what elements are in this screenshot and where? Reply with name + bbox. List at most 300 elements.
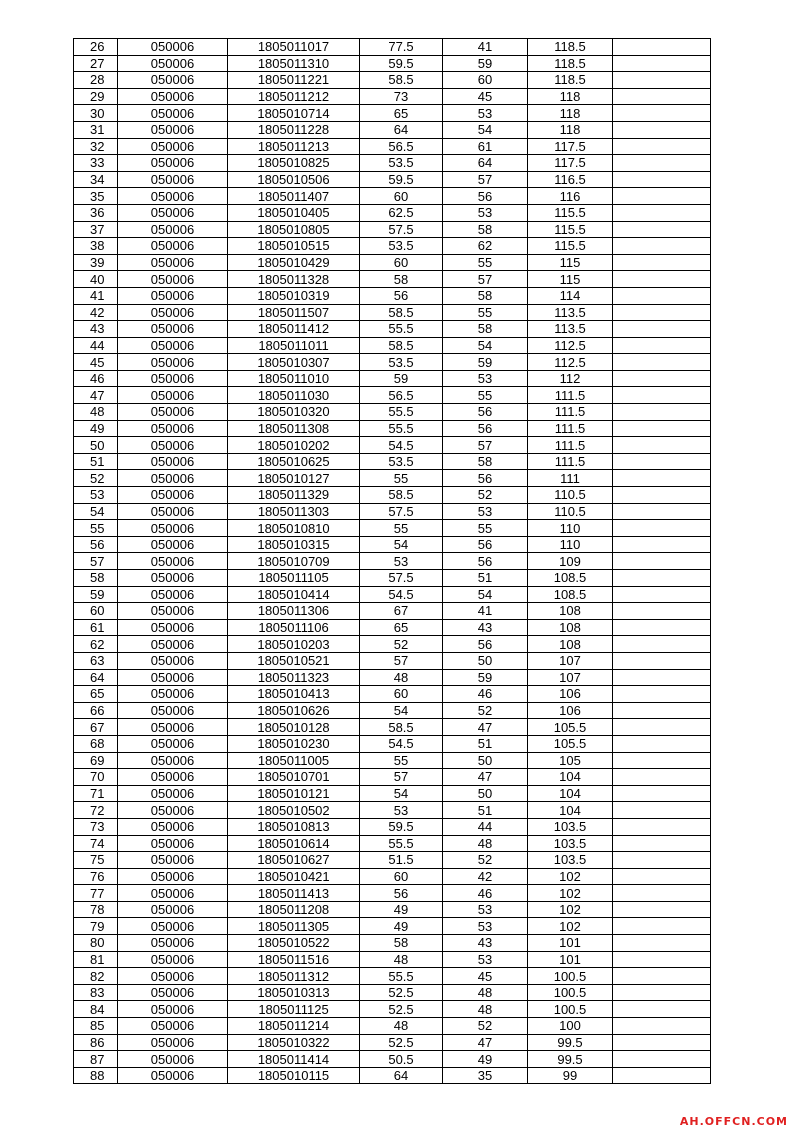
exam-id-cell: 1805010515 [228, 238, 360, 255]
total-score-cell: 113.5 [528, 304, 613, 321]
position-code-cell: 050006 [118, 1034, 228, 1051]
row-number-cell: 53 [74, 487, 118, 504]
remark-cell [613, 437, 711, 454]
position-code-cell: 050006 [118, 536, 228, 553]
score-b-cell: 48 [443, 835, 528, 852]
row-number-cell: 55 [74, 520, 118, 537]
exam-id-cell: 1805011011 [228, 337, 360, 354]
exam-id-cell: 1805010429 [228, 254, 360, 271]
position-code-cell: 050006 [118, 387, 228, 404]
table-row [74, 901, 711, 918]
remark-cell [613, 570, 711, 587]
remark-cell [613, 155, 711, 172]
score-b-cell: 41 [443, 603, 528, 620]
position-code-cell: 050006 [118, 935, 228, 952]
table-row [74, 735, 711, 752]
row-number-cell: 51 [74, 453, 118, 470]
table-row [74, 835, 711, 852]
exam-id-cell: 1805010128 [228, 719, 360, 736]
row-number-cell: 38 [74, 238, 118, 255]
exam-id-cell: 1805011414 [228, 1051, 360, 1068]
row-number-cell: 36 [74, 204, 118, 221]
score-b-cell: 56 [443, 420, 528, 437]
total-score-cell: 117.5 [528, 138, 613, 155]
table-row [74, 1034, 711, 1051]
score-b-cell: 60 [443, 72, 528, 89]
score-a-cell: 57 [360, 769, 443, 786]
score-table [73, 38, 711, 1084]
table-row [74, 88, 711, 105]
remark-cell [613, 636, 711, 653]
remark-cell [613, 652, 711, 669]
row-number-cell: 42 [74, 304, 118, 321]
table-row [74, 1018, 711, 1035]
table-row [74, 918, 711, 935]
total-score-cell: 117.5 [528, 155, 613, 172]
exam-id-cell: 1805010405 [228, 204, 360, 221]
remark-cell [613, 901, 711, 918]
score-a-cell: 55 [360, 752, 443, 769]
row-number-cell: 27 [74, 55, 118, 72]
score-a-cell: 54 [360, 702, 443, 719]
exam-id-cell: 1805011212 [228, 88, 360, 105]
exam-id-cell: 1805011329 [228, 487, 360, 504]
position-code-cell: 050006 [118, 868, 228, 885]
score-a-cell: 56 [360, 287, 443, 304]
table-row [74, 188, 711, 205]
exam-id-cell: 1805011323 [228, 669, 360, 686]
row-number-cell: 44 [74, 337, 118, 354]
total-score-cell: 107 [528, 669, 613, 686]
table-row [74, 586, 711, 603]
score-b-cell: 61 [443, 138, 528, 155]
score-a-cell: 51.5 [360, 852, 443, 869]
remark-cell [613, 470, 711, 487]
exam-id-cell: 1805010825 [228, 155, 360, 172]
remark-cell [613, 968, 711, 985]
score-a-cell: 56.5 [360, 387, 443, 404]
position-code-cell: 050006 [118, 968, 228, 985]
score-b-cell: 45 [443, 88, 528, 105]
table-row [74, 785, 711, 802]
table-row [74, 304, 711, 321]
row-number-cell: 40 [74, 271, 118, 288]
row-number-cell: 66 [74, 702, 118, 719]
total-score-cell: 102 [528, 901, 613, 918]
row-number-cell: 61 [74, 619, 118, 636]
table-row [74, 204, 711, 221]
score-b-cell: 58 [443, 287, 528, 304]
position-code-cell: 050006 [118, 370, 228, 387]
remark-cell [613, 1034, 711, 1051]
table-row [74, 818, 711, 835]
table-row [74, 951, 711, 968]
score-a-cell: 48 [360, 669, 443, 686]
score-a-cell: 59.5 [360, 55, 443, 72]
score-a-cell: 58.5 [360, 304, 443, 321]
table-row [74, 354, 711, 371]
position-code-cell: 050006 [118, 470, 228, 487]
position-code-cell: 050006 [118, 586, 228, 603]
score-a-cell: 48 [360, 1018, 443, 1035]
score-a-cell: 54.5 [360, 735, 443, 752]
position-code-cell: 050006 [118, 603, 228, 620]
exam-id-cell: 1805010307 [228, 354, 360, 371]
exam-id-cell: 1805010506 [228, 171, 360, 188]
table-row [74, 652, 711, 669]
score-b-cell: 56 [443, 553, 528, 570]
position-code-cell: 050006 [118, 885, 228, 902]
table-row [74, 287, 711, 304]
score-a-cell: 62.5 [360, 204, 443, 221]
table-row [74, 370, 711, 387]
remark-cell [613, 88, 711, 105]
position-code-cell: 050006 [118, 1067, 228, 1084]
exam-id-cell: 1805011312 [228, 968, 360, 985]
remark-cell [613, 719, 711, 736]
remark-cell [613, 619, 711, 636]
total-score-cell: 105.5 [528, 735, 613, 752]
table-row [74, 852, 711, 869]
remark-cell [613, 769, 711, 786]
score-a-cell: 55.5 [360, 968, 443, 985]
exam-id-cell: 1805011213 [228, 138, 360, 155]
remark-cell [613, 354, 711, 371]
total-score-cell: 112.5 [528, 354, 613, 371]
score-a-cell: 57.5 [360, 503, 443, 520]
score-a-cell: 55.5 [360, 321, 443, 338]
remark-cell [613, 536, 711, 553]
total-score-cell: 109 [528, 553, 613, 570]
remark-cell [613, 271, 711, 288]
score-b-cell: 47 [443, 769, 528, 786]
total-score-cell: 104 [528, 769, 613, 786]
table-row [74, 752, 711, 769]
score-b-cell: 51 [443, 570, 528, 587]
score-b-cell: 42 [443, 868, 528, 885]
remark-cell [613, 785, 711, 802]
table-row [74, 503, 711, 520]
remark-cell [613, 420, 711, 437]
position-code-cell: 050006 [118, 553, 228, 570]
table-row [74, 935, 711, 952]
exam-id-cell: 1805010115 [228, 1067, 360, 1084]
score-b-cell: 59 [443, 669, 528, 686]
position-code-cell: 050006 [118, 686, 228, 703]
score-b-cell: 43 [443, 935, 528, 952]
score-a-cell: 58 [360, 935, 443, 952]
score-b-cell: 49 [443, 1051, 528, 1068]
table-row [74, 155, 711, 172]
score-b-cell: 51 [443, 735, 528, 752]
remark-cell [613, 1001, 711, 1018]
position-code-cell: 050006 [118, 984, 228, 1001]
row-number-cell: 26 [74, 39, 118, 56]
score-b-cell: 53 [443, 204, 528, 221]
exam-id-cell: 1805011303 [228, 503, 360, 520]
score-a-cell: 52.5 [360, 1001, 443, 1018]
remark-cell [613, 1067, 711, 1084]
total-score-cell: 115.5 [528, 238, 613, 255]
score-a-cell: 58.5 [360, 72, 443, 89]
total-score-cell: 102 [528, 885, 613, 902]
score-a-cell: 64 [360, 121, 443, 138]
position-code-cell: 050006 [118, 503, 228, 520]
position-code-cell: 050006 [118, 669, 228, 686]
remark-cell [613, 852, 711, 869]
total-score-cell: 112.5 [528, 337, 613, 354]
row-number-cell: 72 [74, 802, 118, 819]
position-code-cell: 050006 [118, 702, 228, 719]
score-b-cell: 44 [443, 818, 528, 835]
table-row [74, 238, 711, 255]
table-row [74, 520, 711, 537]
total-score-cell: 108.5 [528, 570, 613, 587]
table-row [74, 437, 711, 454]
position-code-cell: 050006 [118, 1018, 228, 1035]
total-score-cell: 101 [528, 935, 613, 952]
exam-id-cell: 1805010322 [228, 1034, 360, 1051]
table-row [74, 536, 711, 553]
remark-cell [613, 1018, 711, 1035]
total-score-cell: 102 [528, 918, 613, 935]
score-b-cell: 56 [443, 636, 528, 653]
score-b-cell: 47 [443, 1034, 528, 1051]
row-number-cell: 79 [74, 918, 118, 935]
score-a-cell: 59.5 [360, 171, 443, 188]
row-number-cell: 28 [74, 72, 118, 89]
table-row [74, 171, 711, 188]
row-number-cell: 76 [74, 868, 118, 885]
position-code-cell: 050006 [118, 88, 228, 105]
score-b-cell: 53 [443, 918, 528, 935]
exam-id-cell: 1805011412 [228, 321, 360, 338]
total-score-cell: 111 [528, 470, 613, 487]
exam-id-cell: 1805011125 [228, 1001, 360, 1018]
table-row [74, 138, 711, 155]
score-a-cell: 55 [360, 470, 443, 487]
exam-id-cell: 1805010714 [228, 105, 360, 122]
position-code-cell: 050006 [118, 1051, 228, 1068]
position-code-cell: 050006 [118, 735, 228, 752]
table-row [74, 636, 711, 653]
total-score-cell: 111.5 [528, 404, 613, 421]
remark-cell [613, 752, 711, 769]
total-score-cell: 113.5 [528, 321, 613, 338]
table-row [74, 885, 711, 902]
table-row [74, 337, 711, 354]
exam-id-cell: 1805010522 [228, 935, 360, 952]
total-score-cell: 103.5 [528, 818, 613, 835]
exam-id-cell: 1805010202 [228, 437, 360, 454]
row-number-cell: 78 [74, 901, 118, 918]
table-row [74, 254, 711, 271]
total-score-cell: 111.5 [528, 387, 613, 404]
score-b-cell: 47 [443, 719, 528, 736]
total-score-cell: 105.5 [528, 719, 613, 736]
row-number-cell: 77 [74, 885, 118, 902]
position-code-cell: 050006 [118, 1001, 228, 1018]
total-score-cell: 118 [528, 105, 613, 122]
total-score-cell: 115 [528, 254, 613, 271]
total-score-cell: 115.5 [528, 204, 613, 221]
score-b-cell: 56 [443, 470, 528, 487]
total-score-cell: 110 [528, 536, 613, 553]
total-score-cell: 111.5 [528, 420, 613, 437]
score-a-cell: 60 [360, 686, 443, 703]
score-a-cell: 53 [360, 553, 443, 570]
exam-id-cell: 1805010502 [228, 802, 360, 819]
remark-cell [613, 686, 711, 703]
exam-id-cell: 1805010810 [228, 520, 360, 537]
score-a-cell: 53.5 [360, 453, 443, 470]
table-row [74, 271, 711, 288]
score-b-cell: 52 [443, 487, 528, 504]
exam-id-cell: 1805011208 [228, 901, 360, 918]
exam-id-cell: 1805011308 [228, 420, 360, 437]
score-b-cell: 55 [443, 520, 528, 537]
position-code-cell: 050006 [118, 802, 228, 819]
score-b-cell: 58 [443, 221, 528, 238]
score-a-cell: 55.5 [360, 404, 443, 421]
score-b-cell: 55 [443, 304, 528, 321]
remark-cell [613, 404, 711, 421]
row-number-cell: 52 [74, 470, 118, 487]
score-b-cell: 58 [443, 453, 528, 470]
score-a-cell: 60 [360, 868, 443, 885]
total-score-cell: 104 [528, 802, 613, 819]
position-code-cell: 050006 [118, 155, 228, 172]
score-b-cell: 54 [443, 337, 528, 354]
exam-id-cell: 1805010813 [228, 818, 360, 835]
table-row [74, 1067, 711, 1084]
total-score-cell: 118 [528, 121, 613, 138]
score-a-cell: 55.5 [360, 835, 443, 852]
position-code-cell: 050006 [118, 171, 228, 188]
row-number-cell: 60 [74, 603, 118, 620]
total-score-cell: 118.5 [528, 72, 613, 89]
score-b-cell: 55 [443, 254, 528, 271]
score-b-cell: 57 [443, 271, 528, 288]
position-code-cell: 050006 [118, 453, 228, 470]
row-number-cell: 45 [74, 354, 118, 371]
exam-id-cell: 1805011507 [228, 304, 360, 321]
score-a-cell: 49 [360, 901, 443, 918]
score-a-cell: 77.5 [360, 39, 443, 56]
total-score-cell: 99.5 [528, 1051, 613, 1068]
position-code-cell: 050006 [118, 652, 228, 669]
exam-id-cell: 1805011306 [228, 603, 360, 620]
table-row [74, 719, 711, 736]
remark-cell [613, 487, 711, 504]
exam-id-cell: 1805011030 [228, 387, 360, 404]
score-a-cell: 59 [360, 370, 443, 387]
position-code-cell: 050006 [118, 404, 228, 421]
total-score-cell: 108 [528, 636, 613, 653]
score-a-cell: 49 [360, 918, 443, 935]
table-row [74, 968, 711, 985]
score-a-cell: 52.5 [360, 984, 443, 1001]
score-b-cell: 41 [443, 39, 528, 56]
score-a-cell: 55 [360, 520, 443, 537]
total-score-cell: 99.5 [528, 1034, 613, 1051]
score-b-cell: 46 [443, 686, 528, 703]
total-score-cell: 114 [528, 287, 613, 304]
remark-cell [613, 370, 711, 387]
score-a-cell: 65 [360, 619, 443, 636]
table-row [74, 686, 711, 703]
score-a-cell: 54.5 [360, 437, 443, 454]
total-score-cell: 110.5 [528, 487, 613, 504]
total-score-cell: 111.5 [528, 453, 613, 470]
remark-cell [613, 337, 711, 354]
exam-id-cell: 1805010320 [228, 404, 360, 421]
remark-cell [613, 603, 711, 620]
remark-cell [613, 171, 711, 188]
row-number-cell: 29 [74, 88, 118, 105]
position-code-cell: 050006 [118, 188, 228, 205]
remark-cell [613, 735, 711, 752]
exam-id-cell: 1805010230 [228, 735, 360, 752]
score-b-cell: 53 [443, 370, 528, 387]
total-score-cell: 111.5 [528, 437, 613, 454]
row-number-cell: 50 [74, 437, 118, 454]
table-row [74, 984, 711, 1001]
exam-id-cell: 1805010413 [228, 686, 360, 703]
score-b-cell: 51 [443, 802, 528, 819]
total-score-cell: 104 [528, 785, 613, 802]
table-row [74, 570, 711, 587]
score-a-cell: 58 [360, 271, 443, 288]
row-number-cell: 37 [74, 221, 118, 238]
exam-id-cell: 1805011228 [228, 121, 360, 138]
table-row [74, 420, 711, 437]
row-number-cell: 47 [74, 387, 118, 404]
row-number-cell: 30 [74, 105, 118, 122]
total-score-cell: 107 [528, 652, 613, 669]
score-b-cell: 52 [443, 702, 528, 719]
exam-id-cell: 1805011106 [228, 619, 360, 636]
table-body [74, 39, 711, 1084]
exam-id-cell: 1805011005 [228, 752, 360, 769]
position-code-cell: 050006 [118, 254, 228, 271]
remark-cell [613, 387, 711, 404]
row-number-cell: 41 [74, 287, 118, 304]
score-b-cell: 52 [443, 852, 528, 869]
exam-id-cell: 1805010121 [228, 785, 360, 802]
remark-cell [613, 669, 711, 686]
position-code-cell: 050006 [118, 437, 228, 454]
table-row [74, 1001, 711, 1018]
table-row [74, 669, 711, 686]
position-code-cell: 050006 [118, 835, 228, 852]
score-a-cell: 52.5 [360, 1034, 443, 1051]
remark-cell [613, 188, 711, 205]
score-a-cell: 50.5 [360, 1051, 443, 1068]
watermark: AH.OFFCN.COM [679, 1115, 788, 1128]
exam-id-cell: 1805010701 [228, 769, 360, 786]
position-code-cell: 050006 [118, 785, 228, 802]
total-score-cell: 103.5 [528, 852, 613, 869]
table-row [74, 221, 711, 238]
row-number-cell: 67 [74, 719, 118, 736]
score-a-cell: 60 [360, 254, 443, 271]
remark-cell [613, 586, 711, 603]
exam-id-cell: 1805011105 [228, 570, 360, 587]
row-number-cell: 65 [74, 686, 118, 703]
position-code-cell: 050006 [118, 520, 228, 537]
exam-id-cell: 1805010313 [228, 984, 360, 1001]
